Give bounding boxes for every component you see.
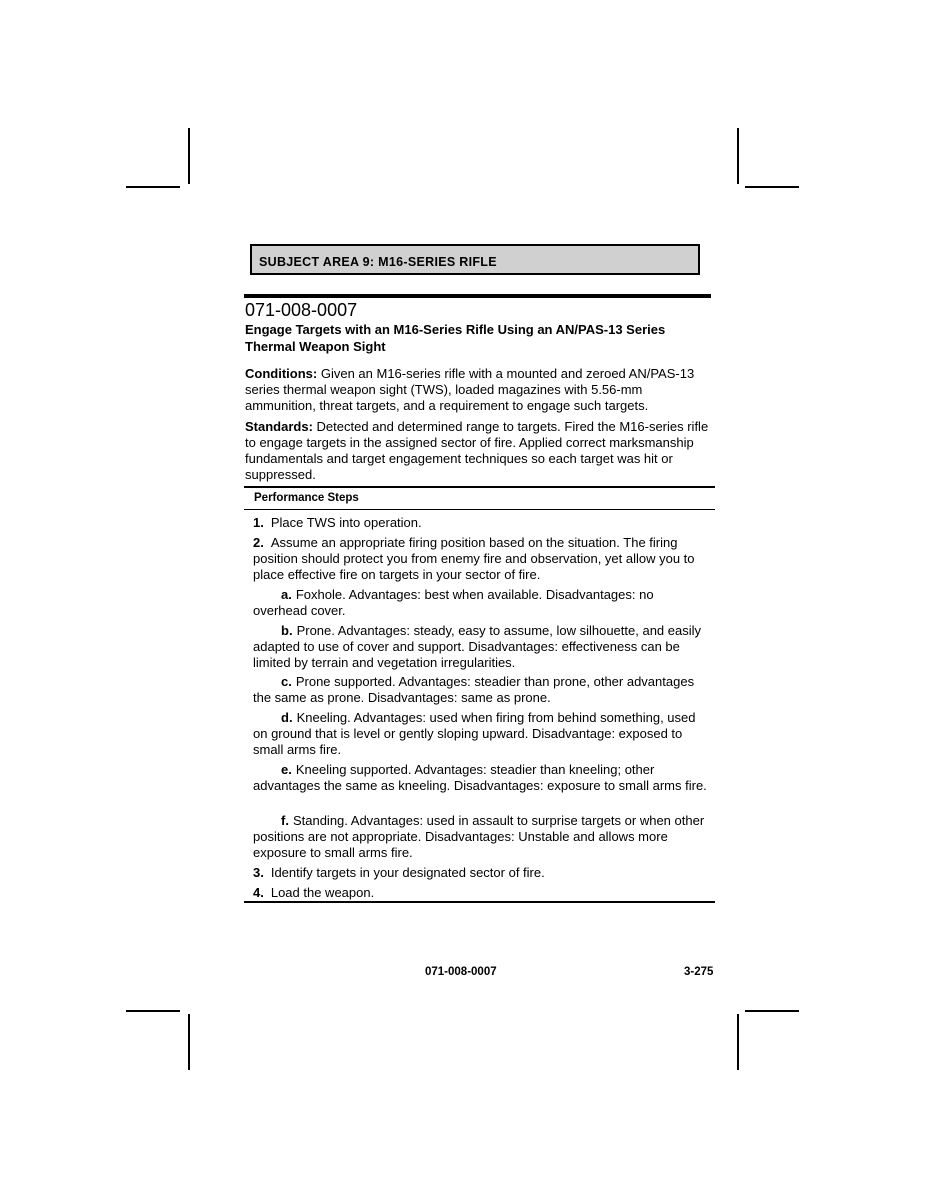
performance-step xyxy=(253,535,708,583)
step-text: Place TWS into operation. xyxy=(270,515,422,530)
table-header-rule xyxy=(244,509,715,510)
standards-label: Standards: xyxy=(245,419,313,434)
step-number: f. xyxy=(281,813,289,828)
conditions-label: Conditions: xyxy=(245,366,318,381)
performance-step xyxy=(253,515,708,531)
performance-substep xyxy=(253,587,708,619)
task-title: Engage Targets with an M16-Series Rifle Using an AN/PAS-13 Series Thermal Weapon Sight xyxy=(245,322,666,354)
section-divider xyxy=(244,294,711,298)
step-text: Prone. Advantages: steady, easy to assume, low silhouette, and easily adapted to use of cover and support. Disadvantages: effectiveness can be limited by terrain and vegetation irregularities. xyxy=(253,623,702,670)
step-number: e. xyxy=(281,762,292,777)
conditions-paragraph xyxy=(245,366,715,414)
step-number: 1. xyxy=(253,515,264,530)
crop-mark xyxy=(745,186,799,188)
step-text: Prone supported. Advantages: steadier than prone, other advantages the same as prone. Disadvantages: same as prone. xyxy=(253,674,695,705)
step-number: d. xyxy=(281,710,293,725)
performance-step xyxy=(253,885,708,901)
step-number: a. xyxy=(281,587,292,602)
table-top-rule xyxy=(244,486,715,488)
task-number: 071-008-0007 xyxy=(245,300,358,320)
step-text: Standing. Advantages: used in assault to surprise targets or when other positions are not appropriate. Disadvantages: Unstable and allows more exposure to small arms fire. xyxy=(253,813,705,860)
step-text: Assume an appropriate firing position based on the situation. The firing position should protect you from enemy fire and observation, yet allow you to place effective fire on targets in your sector of fire. xyxy=(253,535,695,582)
performance-substep xyxy=(253,813,708,861)
step-number: 2. xyxy=(253,535,264,550)
crop-mark xyxy=(188,128,190,184)
conditions-text: Given an M16-series rifle with a mounted and zeroed AN/PAS-13 series thermal weapon sight (TWS), loaded magazines with 5.56-mm ammunition, threat targets, and a requirement to engage such targets. xyxy=(245,366,695,413)
step-text: Identify targets in your designated sector of fire. xyxy=(270,865,545,880)
crop-mark xyxy=(126,1010,180,1012)
step-text: Kneeling. Advantages: used when firing from behind something, used on ground that is level or gently sloping upward. Disadvantage: exposed to small arms fire. xyxy=(253,710,696,757)
crop-mark xyxy=(737,128,739,184)
footer-task-number: 071-008-0007 xyxy=(425,966,497,978)
step-number: c. xyxy=(281,674,292,689)
step-number: 3. xyxy=(253,865,264,880)
performance-substep xyxy=(253,623,708,671)
subject-area-banner: SUBJECT AREA 9: M16-SERIES RIFLE xyxy=(250,244,700,275)
performance-substep xyxy=(253,762,708,794)
standards-text: Detected and determined range to targets. Fired the M16-series rifle to engage targets in the assigned sector of fire. Applied correct marksmanship fundamentals and target engagement techniques so each target was hit or suppressed. xyxy=(245,419,709,482)
crop-mark xyxy=(737,1014,739,1070)
footer-page-number: 3-275 xyxy=(684,966,714,978)
step-text: Kneeling supported. Advantages: steadier than kneeling; other advantages the same as kneeling. Disadvantages: exposure to small arms fire. xyxy=(253,762,707,793)
standards-paragraph xyxy=(245,419,715,483)
crop-mark xyxy=(188,1014,190,1070)
step-number: 4. xyxy=(253,885,264,900)
performance-step xyxy=(253,865,708,881)
step-number: b. xyxy=(281,623,293,638)
crop-mark xyxy=(126,186,180,188)
crop-mark xyxy=(745,1010,799,1012)
performance-substep xyxy=(253,710,708,758)
table-bottom-rule xyxy=(244,901,715,903)
performance-steps-header: Performance Steps xyxy=(254,492,359,504)
step-text: Foxhole. Advantages: best when available. Disadvantages: no overhead cover. xyxy=(253,587,654,618)
performance-substep xyxy=(253,674,708,706)
step-text: Load the weapon. xyxy=(270,885,375,900)
